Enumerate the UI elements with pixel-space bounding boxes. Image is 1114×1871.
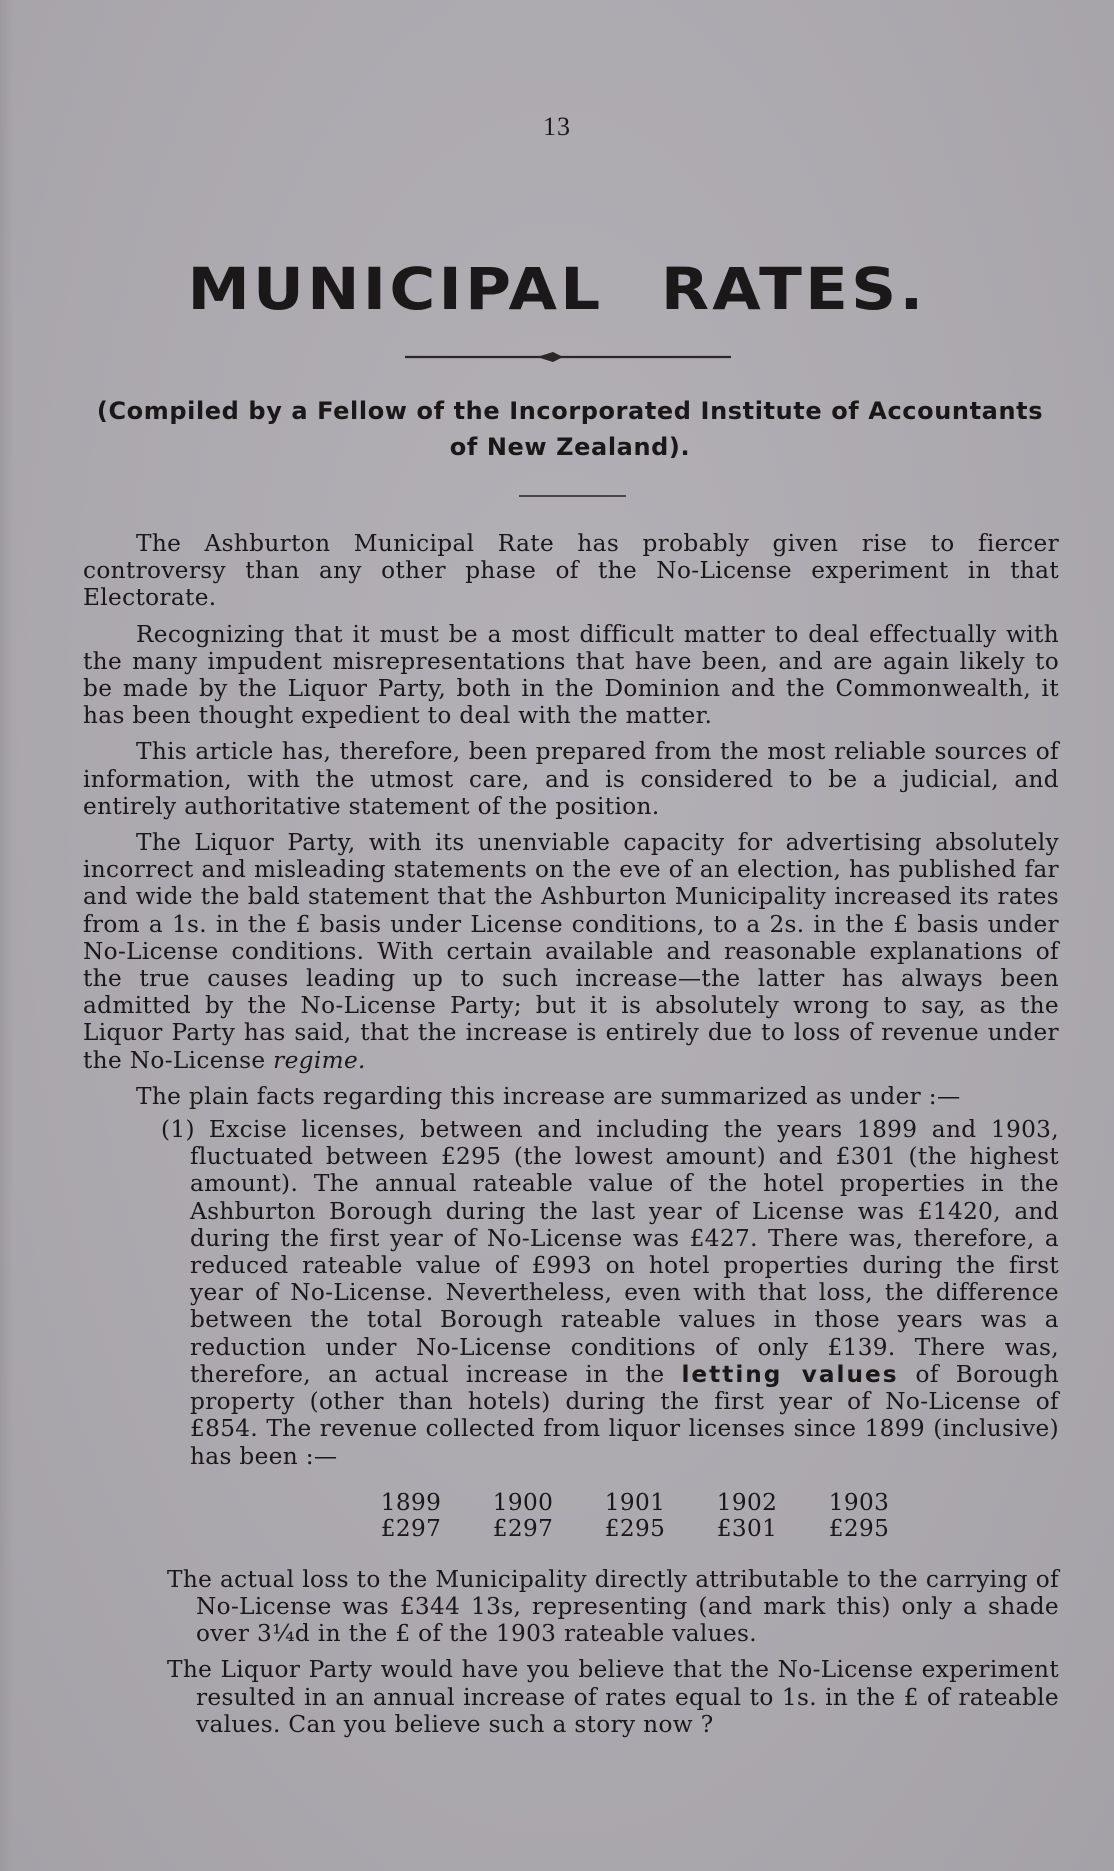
page-number: 13 xyxy=(543,112,571,141)
list-item-1 xyxy=(161,1116,1059,1470)
paragraph-4-italic: regime. xyxy=(273,1046,366,1074)
paragraph-1: The Ashburton Municipal Rate has probably given rise to fiercer controversy than any other phase of the No-License experiment in that Electorate. xyxy=(83,530,1059,612)
article-body xyxy=(83,530,1059,1747)
subtitle: (Compiled by a Fellow of the Incorporated Institute of Accountants of New Zealand). xyxy=(96,397,1044,461)
table-cell-amount: £297 xyxy=(380,1514,442,1542)
paragraph-4 xyxy=(83,829,1059,1074)
revenue-table xyxy=(355,1490,915,1542)
page-title: MUNICIPAL RATES. xyxy=(187,255,927,323)
table-cell-amount: £297 xyxy=(492,1514,554,1542)
table-cell-amount: £301 xyxy=(716,1514,778,1542)
table-cell-amount: £295 xyxy=(604,1514,666,1542)
paragraph-6: The actual loss to the Municipality directly attributable to the carrying of No-License was £344 13s, representing (and mark this) only a shade over 3¼d in the £ of the 1903 rateable values. xyxy=(167,1565,1059,1648)
list-item-number: (1) xyxy=(161,1116,195,1144)
table-cell-amount: £295 xyxy=(828,1514,890,1542)
table-row-amounts xyxy=(355,1516,915,1542)
paragraph-4-text: The Liquor Party, with its unenviable capacity for advertising absolutely incorrect and misleading statements on the eve of an election, has published far and wide the bald statement that the Ashburton Municipality increased its rates from a 1s. in the £ basis under License conditions, to a 2s. in the £ basis under No-License conditions. With certain available and reasonable explanations of the true causes leading up to such increase—the latter has always been admitted by the No-License Party; but it is absolutely wrong to say, as the Liquor Party has said, that the increase is entirely due to loss of revenue under the No-License xyxy=(83,829,1059,1074)
paragraph-5: The plain facts regarding this increase are summarized as under :— xyxy=(136,1082,961,1110)
table-cell-year: 1903 xyxy=(828,1488,890,1516)
table-cell-year: 1902 xyxy=(716,1488,778,1516)
paragraph-7: The Liquor Party would have you believe that the No-License experiment resulted in an annual increase of rates equal to 1s. in the £ of rateable values. Can you believe such a story now ? xyxy=(167,1656,1059,1738)
short-divider xyxy=(519,495,626,497)
paragraph-3: This article has, therefore, been prepared from the most reliable sources of information, with the utmost care, and is considered to be a judicial, and entirely authoritative statement of the position. xyxy=(83,738,1059,820)
paragraph-2: Recognizing that it must be a most difficult matter to deal effectually with the many impudent misrepresentations that have been, and are again likely to be made by the Liquor Party, both in the Dominion and the Commonwealth, it has been thought expedient to deal with the matter. xyxy=(83,620,1059,730)
list-item-text-b: of Borough property (other than hotels) during the first year of No-License of £854. The revenue collected from liquor licenses since 1899 (inclusive) has been :— xyxy=(190,1360,1060,1470)
title-ornament-divider xyxy=(405,349,731,365)
table-cell-year: 1900 xyxy=(492,1488,554,1516)
table-cell-year: 1899 xyxy=(380,1488,442,1516)
table-row-years xyxy=(355,1490,915,1516)
list-item-bold-phrase: letting values xyxy=(681,1360,899,1388)
list-item-text-a: Excise licenses, between and including the years 1899 and 1903, fluctuated between £295 (the lowest amount) and £301 (the highest amount). The annual rateable value of the hotel properties in the Ashburton Borough during the last year of License was £1420, and during the first year of No-License was £427. There was, therefore, a reduced rateable value of £993 on hotel properties during the first year of No-License. Nevertheless, even with that loss, the difference between the total Borough rateable values in those years was a reduction under No-License conditions of only £139. There was, therefore, an actual increase in the xyxy=(190,1116,1059,1388)
table-cell-year: 1901 xyxy=(604,1488,666,1516)
